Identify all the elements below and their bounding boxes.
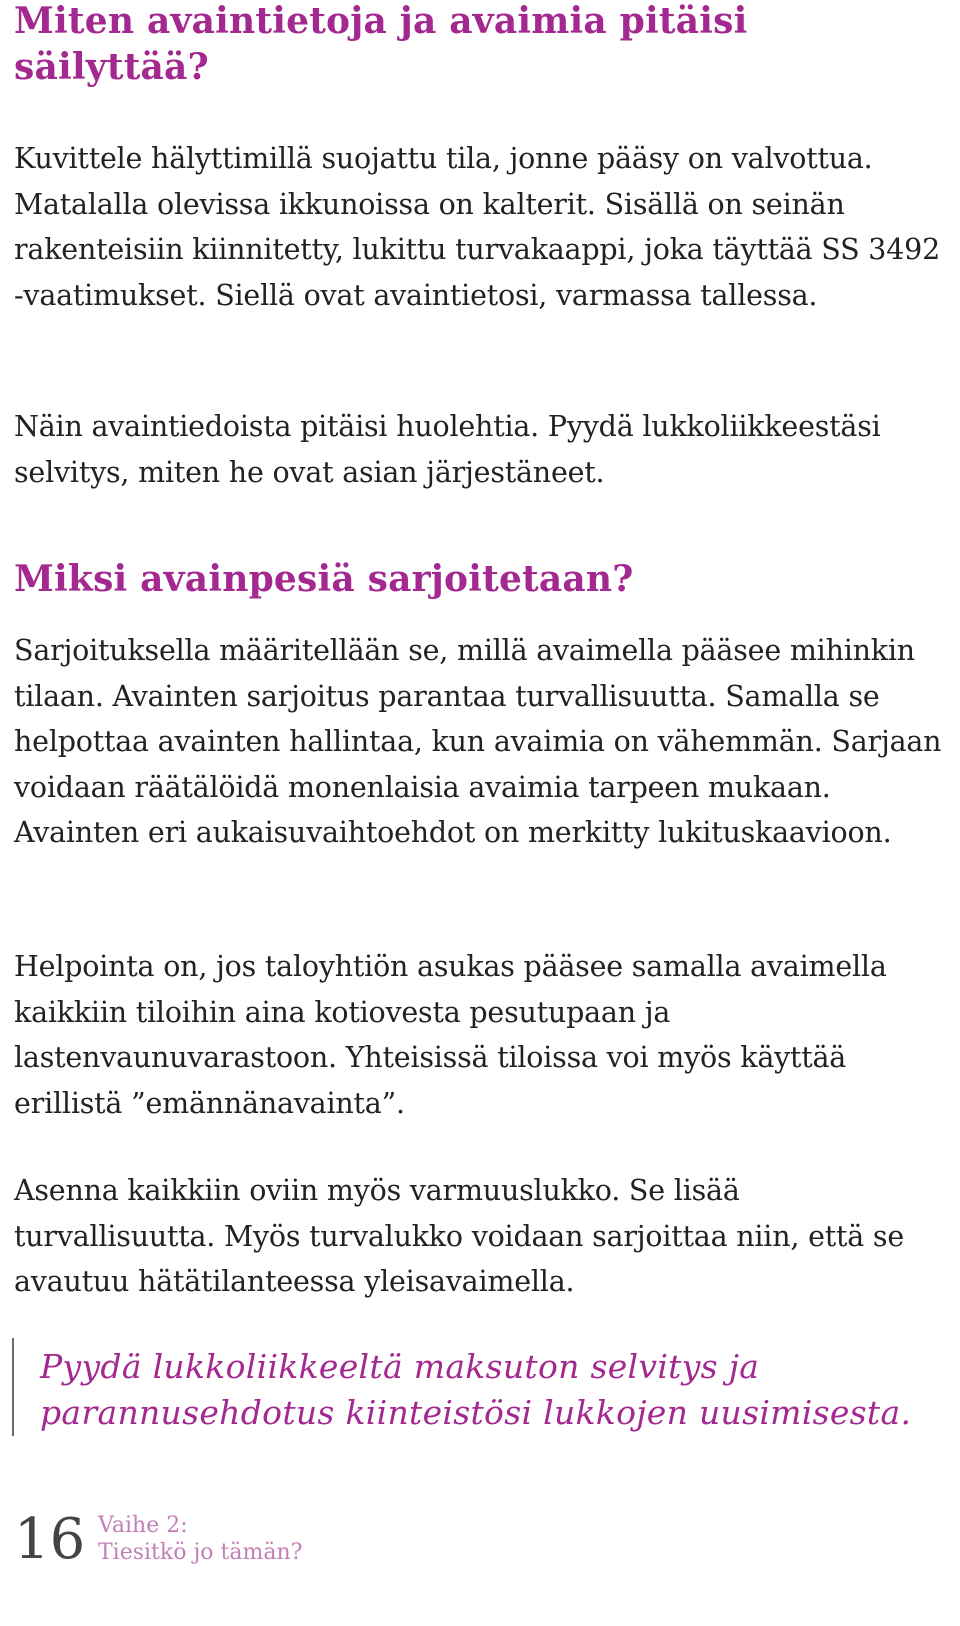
callout-text: Pyydä lukkoliikkeeltä maksuton selvitys ja parannusehdotus kiinteistösi lukkojen uusimisesta.	[40, 1347, 912, 1432]
footer-section-line1: Vaihe 2:	[98, 1513, 188, 1538]
paragraph-master-keying: Sarjoituksella määritellään se, millä avaimella pääsee mihinkin tilaan. Avainten sarjoitus parantaa turvallisuutta. Samalla se helpottaa avainten hallintaa, kun avaimia on vähemmän. Sarjaan voidaan räätälöidä monenlaisia avaimia tarpeen mukaan. Avainten eri aukaisuvaihtoehdot on merkitty lukituskaavioon.	[14, 634, 942, 849]
page-number: 16	[14, 1507, 86, 1572]
section-heading-storage: Miten avaintietoja ja avaimia pitäisi säilyttää?	[14, 0, 748, 88]
section-heading-master-keying: Miksi avainpesiä sarjoitetaan?	[14, 558, 634, 600]
paragraph-single-key-access: Helpointa on, jos taloyhtiön asukas pääsee samalla avaimella kaikkiin tiloihin aina kotiovesta pesutupaan ja lastenvaunuvarastoon. Yhteisissä tiloissa voi myös käyttää erillistä ”emännänavainta”.	[14, 950, 887, 1120]
paragraph-security-lock: Asenna kaikkiin oviin myös varmuuslukko. Se lisää turvallisuutta. Myös turvalukko voidaan sarjoittaa niin, että se avautuu hätätilanteessa yleisavaimella.	[14, 1174, 904, 1298]
footer-section-label	[98, 1512, 302, 1566]
paragraph-secure-room: Kuvittele hälyttimillä suojattu tila, jonne pääsy on valvottua. Matalalla olevissa ikkunoissa on kalterit. Sisällä on seinän rakenteisiin kiinnitetty, lukittu turvakaappi, joka täyttää SS 3492 -vaatimukset. Siellä ovat avaintietosi, varmassa tallessa.	[14, 142, 941, 312]
callout-box	[12, 1338, 924, 1436]
paragraph-key-data-care: Näin avaintiedoista pitäisi huolehtia. Pyydä lukkoliikkeestäsi selvitys, miten he ovat asian järjestäneet.	[14, 410, 881, 489]
footer-section-line2: Tiesitkö jo tämän?	[98, 1540, 303, 1565]
